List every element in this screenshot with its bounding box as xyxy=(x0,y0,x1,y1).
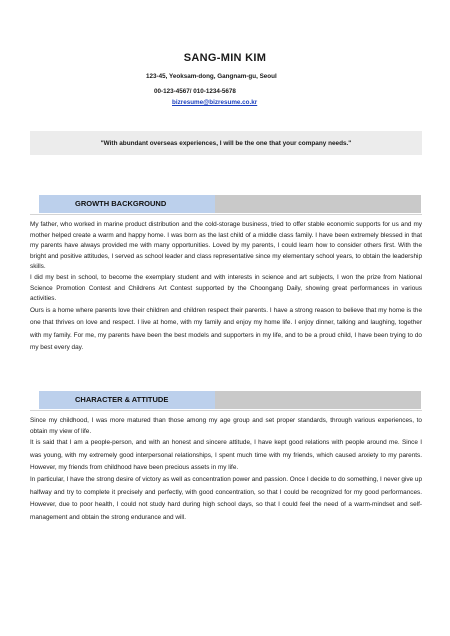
section-header-fill xyxy=(215,391,421,409)
paragraph: My father, who worked in marine product distribution and the cold-storage business, tried to offer stable economic supports for us and my mother helped create a warm and happy home. I was born as the last child of a middle class family. I have been extremely blessed in that my parents have always provided me with many opportunities. Loved by my parents, I could learn how to consider others first. With the bright and positive attitudes, I served as school leader and class representative since my elementary school years, to obtain the leadership skills. xyxy=(30,221,422,271)
character-body xyxy=(30,416,422,524)
motto-banner xyxy=(30,131,422,155)
paragraph: Ours is a home where parents love their children and children respect their parents. I have a strong reason to believe that my home is the one that thrives on love and respect. I live at home, with my family and enjoy my home life. I enjoy dinner, talking and laughing, together with my family. For me, my parents have been the best models and supporters in my life, and to be a proud child, I have been trying to do my best every day. xyxy=(30,306,422,351)
applicant-name: SANG-MIN KIM xyxy=(183,52,267,64)
paragraph: Since my childhood, I was more matured than those among my age group and set proper standards, through various experiences, to obtain my view of life. xyxy=(30,417,422,435)
paragraph: It is said that I am a people-person, and with an honest and sincere attitude, I have kept good relations with people around me. Since I was young, with my extremely good interpersonal relationships, I spent much time with my friends, which caused anxiety to my parents. However, my friends from childhood have been precious assets in my life. xyxy=(30,439,422,471)
paragraph: In particular, I have the strong desire of victory as well as concentration power and passion. Once I decide to do something, I never give up halfway and try to complete it precisely and perfectly, with good concentration, so that I could be recognized for my good performances. However, due to poor health, I could not study hard during high school days, so that I could feel the need of a warm-mindset and self-management and obtain the strong endurance and will. xyxy=(30,476,422,521)
email-link[interactable]: bizresume@bizresume.co.kr xyxy=(172,99,258,106)
section-title-character: CHARACTER & ATTITUDE xyxy=(75,395,169,404)
section-header-accent xyxy=(39,391,215,409)
section-divider xyxy=(30,214,422,215)
phone-numbers: 00-123-4567/ 010-1234-5678 xyxy=(154,88,236,95)
growth-body xyxy=(30,220,422,354)
section-divider xyxy=(30,410,422,411)
section-header-fill xyxy=(215,195,421,213)
paragraph: I did my best in school, to become the exemplary student and with interests in science and art subjects, I won the prize from National Science Promotion Contest and Childrens Art Contest supported by the Choongang Daily, showing great performances in various activities. xyxy=(30,273,422,303)
address: 123-45, Yeoksam-dong, Gangnam-gu, Seoul xyxy=(146,73,277,80)
section-header-accent xyxy=(39,195,215,213)
motto-text: "With abundant overseas experiences, I will be the one that your company needs." xyxy=(100,139,352,147)
section-header-character xyxy=(39,391,421,409)
section-header-growth xyxy=(39,195,421,213)
section-title-growth: GROWTH BACKGROUND xyxy=(75,199,167,208)
